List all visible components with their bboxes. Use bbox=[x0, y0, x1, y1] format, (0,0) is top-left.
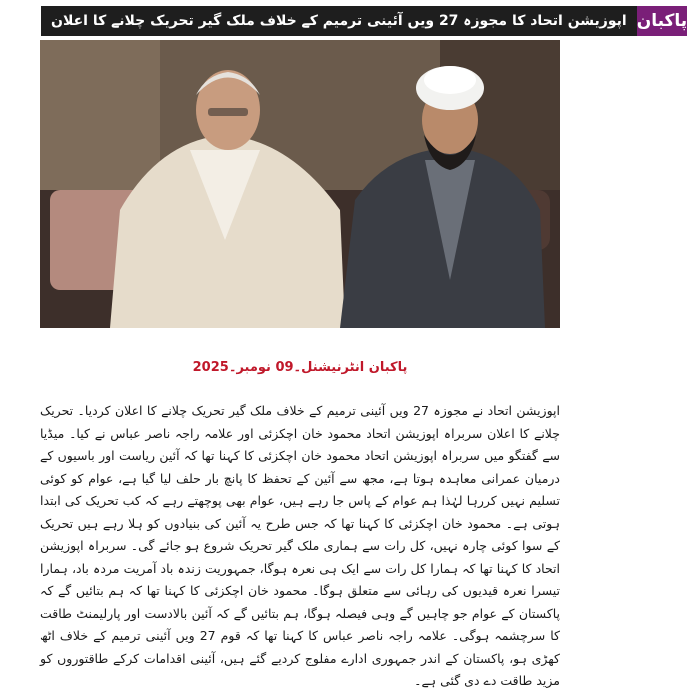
brand-logo: پاکبان bbox=[637, 6, 687, 36]
dateline: پاکبان انٹرنیشنل۔09 نومبر۔2025 bbox=[192, 360, 408, 375]
article-body bbox=[40, 400, 560, 693]
news-photo bbox=[40, 40, 560, 328]
headline: اپوزیشن اتحاد کا مجوزہ 27 ویں آئینی ترمیم کے خلاف ملک گیر تحریک چلانے کا اعلان bbox=[38, 6, 637, 36]
photo-of-two-men-seated-on-sofa-icon bbox=[40, 40, 560, 328]
article-paragraph: اپوزیشن اتحاد نے مجوزہ 27 ویں آئینی ترمیم کے خلاف ملک گیر تحریک چلانے کا اعلان کردیا۔ تحریک چلانے کا اعلان سربراہ اپوزیشن اتحاد محمود خان اچکزئی اور علامہ راجہ ناصر عباس نے کیا۔ میڈیا سے گفتگو میں سربراہ اپوزیشن اتحاد محمود خان اچکزئی کا کہنا تھا کہ آئین ریاست اور باسیوں کے درمیان عمرانی معاہدہ ہوتا ہے، مجھ سے آئین کے تحفظ کا پانچ بار حلف لیا گیا ہے، عوام کو کوئی تسلیم نہیں کررہا لہٰذا ہم عوام کے پاس جا رہے ہیں، عوام بھی پوچھتے رہے کہ کب تحریک کی ابتدا ہوتی ہے۔ محمود خان اچکزئی کا کہنا تھا کہ جس طرح یہ آئین کی بنیادوں کو ہلا رہے ہیں تحریک کے سوا کوئی چارہ نہیں، کل رات سے ہماری ملک گیر تحریک شروع ہو جائے گی۔ سربراہ اپوزیشن اتحاد کا کہنا تھا کہ ہمارا کل رات سے ایک ہی نعرہ ہوگا، جمہوریت زندہ باد آمریت مردہ باد، ہمارا تیسرا نعرہ قیدیوں کی رہائی سے متعلق ہوگا۔ محمود خان اچکزئی کا کہنا تھا کہ ہم بتائیں گے کہ پاکستان کے عوام جو چاہیں گے وہی فیصلہ ہوگا، ہم بتائیں گے کہ آئین بالادست اور پارلیمنٹ طاقت کا سرچشمہ ہوگی۔ علامہ راجہ ناصر عباس کا کہنا تھا کہ قوم 27 ویں آئینی ترمیم کے خلاف اٹھ کھڑی ہو، پاکستان کے اندر جمہوری ادارے مفلوج کردیے گئے ہیں، آئینی اقدامات کرکے طاقتوروں کو مزید طاقت دے دی گئی ہے۔ bbox=[40, 403, 560, 688]
news-header bbox=[38, 6, 687, 36]
